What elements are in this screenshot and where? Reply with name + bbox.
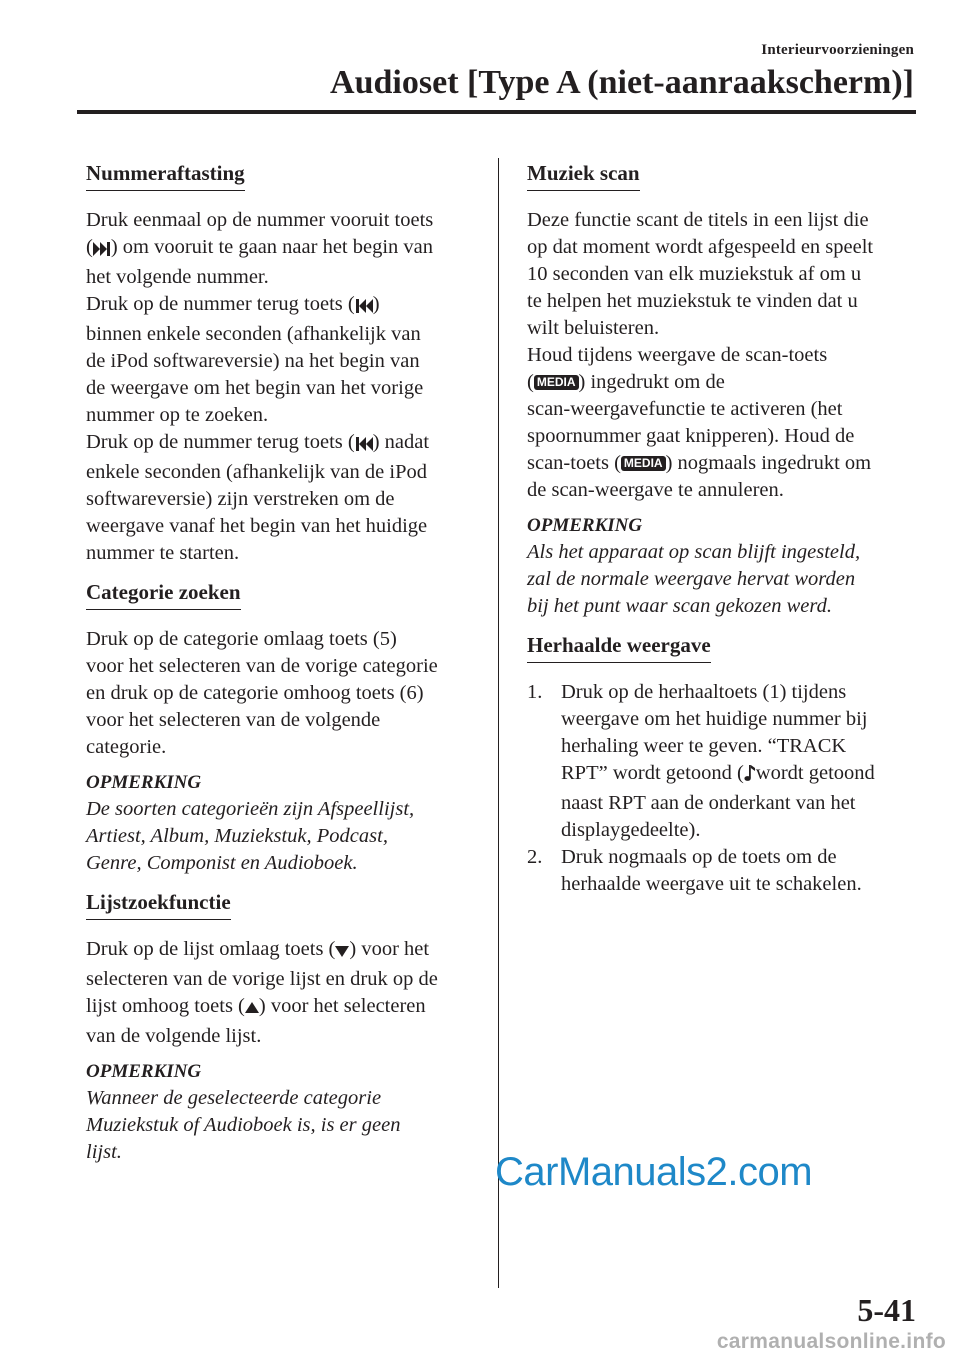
text-fragment: Druk op de nummer terug toets ( (86, 431, 355, 453)
left-column (86, 160, 476, 1166)
spacer (86, 877, 476, 889)
text-line: Wanneer de geselecteerde categorie (86, 1087, 382, 1109)
text-line (86, 993, 476, 1023)
spacer (527, 620, 917, 632)
footer-watermark: carmanualsonline.info (716, 1330, 946, 1353)
text-line: Druk nogmaals op de toets om de (561, 846, 837, 868)
text-line: weergave om het huidige nummer bij (561, 708, 868, 730)
text-fragment: wordt getoond (755, 762, 875, 784)
text-fragment: ) voor het selecteren (258, 995, 426, 1017)
text-line (527, 450, 917, 477)
text-line: categorie. (86, 736, 167, 758)
text-line: displaygedeelte). (561, 819, 701, 841)
text-fragment: ) nadat (372, 431, 430, 453)
music-note-icon (744, 763, 756, 790)
text-line: zal de normale weergave hervat worden (527, 568, 856, 590)
text-line: herhaalde weergave uit te schakelen. (561, 873, 862, 895)
text-line: nummer op te zoeken. (86, 404, 269, 426)
text-line: softwareversie) zijn verstreken om de (86, 488, 395, 510)
note-body (86, 1085, 476, 1166)
text-line: nummer te starten. (86, 542, 240, 564)
text-line: te helpen het muziekstuk te vinden dat u (527, 290, 858, 312)
page-number: 5-41 (857, 1292, 916, 1328)
paragraph-muziek-scan (527, 207, 917, 504)
right-column (527, 160, 917, 898)
header-rule (77, 110, 916, 114)
note-heading: OPMERKING (527, 515, 643, 536)
text-line: voor het selecteren van de volgende (86, 709, 381, 731)
text-line: Druk op de nummer terug toets ( ) (86, 291, 476, 321)
text-line: de iPod softwareversie) na het begin van (86, 350, 420, 372)
text-fragment: ) nogmaals ingedrukt om (665, 452, 872, 474)
paragraph-lijstzoekfunctie (86, 936, 476, 1050)
text-line: Houd tijdens weergave de scan-toets (527, 344, 828, 366)
heading-herhaalde-weergave: Herhaalde weergave (527, 632, 711, 663)
text-line: op dat moment wordt afgespeeld en speelt (527, 236, 874, 258)
page-title: Audioset [Type A (niet-aanraakscherm)] (330, 64, 914, 101)
paragraph-categorie-zoeken (86, 626, 476, 761)
text-line: en druk op de categorie omhoog toets (6) (86, 682, 424, 704)
text-line: binnen enkele seconden (afhankelijk van (86, 323, 421, 345)
column-divider (498, 158, 499, 1288)
text-fragment: Druk op de lijst omlaag toets ( (86, 938, 336, 960)
text-line: 10 seconden van elk muziekstuk af om u (527, 263, 862, 285)
media-button-icon: MEDIA (534, 375, 579, 390)
text-fragment: scan-toets ( (527, 452, 621, 474)
text-line: Muziekstuk of Audioboek is, is er geen (86, 1114, 401, 1136)
text-line: spoornummer gaat knipperen). Houd de (527, 425, 855, 447)
text-line: de weergave om het begin van het vorige (86, 377, 424, 399)
text-line (86, 429, 476, 459)
text-line: ( ) om vooruit te gaan naar het begin van (86, 234, 476, 264)
previous-track-icon (355, 294, 373, 321)
text-line (86, 936, 476, 966)
up-arrow-icon (245, 996, 259, 1023)
text-line: van de volgende lijst. (86, 1025, 262, 1047)
watermark-logo: CarManuals2.com (495, 1150, 813, 1194)
text-line: het volgende nummer. (86, 266, 269, 288)
heading-nummeraftasting: Nummeraftasting (86, 160, 245, 191)
text-line: Genre, Componist en Audioboek. (86, 852, 358, 874)
text-line: Druk op de categorie omlaag toets (5) (86, 628, 397, 650)
step-number: 2. (527, 846, 543, 868)
text-fragment: RPT” wordt getoond ( (561, 762, 744, 784)
text-line: de scan-weergave te annuleren. (527, 479, 784, 501)
text-line: weergave vanaf het begin van het huidige (86, 515, 428, 537)
paragraph-nummeraftasting (86, 207, 476, 567)
note-heading: OPMERKING (86, 1061, 202, 1082)
text-line: bij het punt waar scan gekozen werd. (527, 595, 832, 617)
list-item (527, 679, 917, 844)
spacer (86, 567, 476, 579)
note-heading: OPMERKING (86, 772, 202, 793)
text-line: Artiest, Album, Muziekstuk, Podcast, (86, 825, 388, 847)
media-button-icon: MEDIA (621, 456, 666, 471)
step-number: 1. (527, 681, 543, 703)
text-line: Deze functie scant de titels in een lijst die (527, 209, 869, 231)
next-track-icon (93, 237, 111, 264)
previous-track-icon (355, 432, 373, 459)
heading-categorie-zoeken: Categorie zoeken (86, 579, 241, 610)
note-body (527, 539, 917, 620)
heading-muziek-scan: Muziek scan (527, 160, 640, 191)
down-arrow-icon (335, 939, 349, 966)
heading-lijstzoekfunctie: Lijstzoekfunctie (86, 889, 231, 920)
text-line (561, 760, 917, 790)
text-line: voor het selecteren van de vorige categorie (86, 655, 438, 677)
text-fragment: ) ingedrukt om de (578, 371, 725, 393)
note-body (86, 796, 476, 877)
text-line: Druk eenmaal op de nummer vooruit toets (86, 209, 434, 231)
text-line: naast RPT aan de onderkant van het (561, 792, 856, 814)
text-fragment: ) om vooruit te gaan naar het begin van (110, 236, 434, 258)
text-line: Druk op de herhaaltoets (1) tijdens (561, 681, 847, 703)
text-line: enkele seconden (afhankelijk van de iPod (86, 461, 427, 483)
text-line: lijst. (86, 1141, 122, 1163)
text-fragment: lijst omhoog toets ( (86, 995, 245, 1017)
text-fragment: ) voor het (349, 938, 430, 960)
steps-list (527, 679, 917, 898)
list-item (527, 844, 917, 898)
text-line: selecteren van de vorige lijst en druk op de (86, 968, 438, 990)
header-section: Interieurvoorzieningen (761, 42, 914, 58)
text-fragment: Druk op de nummer terug toets ( (86, 293, 355, 315)
text-line: Als het apparaat op scan blijft ingesteld, (527, 541, 861, 563)
text-line: wilt beluisteren. (527, 317, 660, 339)
text-line: herhaling weer te geven. “TRACK (561, 735, 847, 757)
text-line: scan-weergavefunctie te activeren (het (527, 398, 843, 420)
text-line: De soorten categorieën zijn Afspeellijst, (86, 798, 415, 820)
text-line: ( MEDIA ) ingedrukt om de (527, 371, 725, 393)
